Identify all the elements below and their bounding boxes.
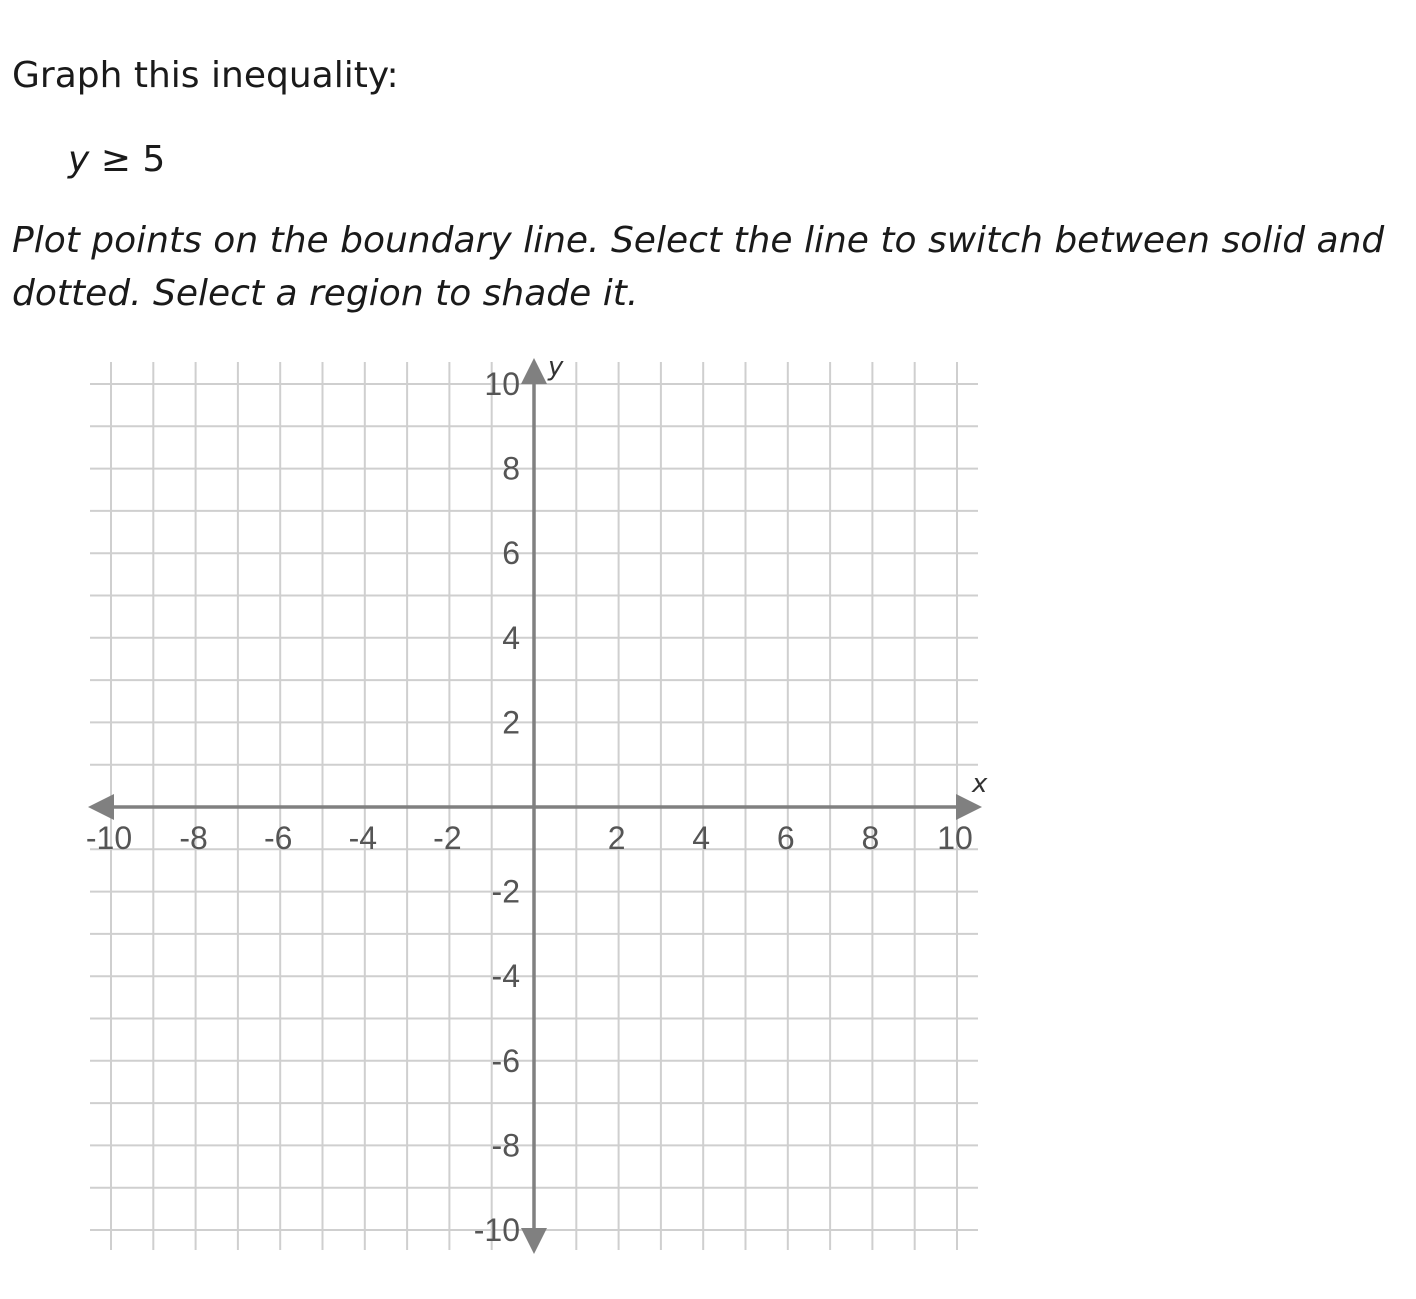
- x-tick-label: 8: [861, 820, 880, 856]
- inequality-variable: y: [68, 139, 90, 180]
- x-tick-label: 2: [607, 820, 626, 856]
- y-axis-name: y: [548, 352, 564, 382]
- y-tick-label: 4: [502, 619, 520, 656]
- x-tick-label: -4: [348, 820, 378, 856]
- x-tick-label: 6: [776, 820, 795, 856]
- y-tick-label: 6: [502, 535, 520, 572]
- instructions-text: Plot points on the boundary line. Select the line to switch between solid and dotted. Select a region to shade it.: [12, 220, 1385, 314]
- axes: [85, 358, 982, 1254]
- y-tick-label: -8: [491, 1127, 520, 1164]
- y-tick-label: 8: [502, 450, 520, 487]
- x-axis-name: x: [972, 769, 988, 799]
- x-axis-left-arrow-icon: [88, 794, 114, 820]
- inequality-operator: ≥: [100, 139, 131, 180]
- x-tick-label: 10: [937, 820, 973, 856]
- inequality-value: 5: [142, 139, 166, 180]
- y-tick-label: -4: [491, 958, 520, 995]
- y-tick-label: 2: [502, 704, 520, 741]
- y-axis-up-arrow-icon: [521, 358, 547, 384]
- y-tick-label: 10: [484, 366, 520, 402]
- x-tick-label: -2: [433, 820, 462, 856]
- y-tick-label: -6: [491, 1042, 520, 1079]
- question-prompt: Graph this inequality:: [12, 55, 399, 96]
- y-tick-label: -10: [473, 1212, 520, 1248]
- y-axis-down-arrow-icon: [521, 1228, 547, 1254]
- x-tick-label: -8: [179, 820, 208, 856]
- y-tick-label: -2: [491, 873, 520, 910]
- x-tick-label: -10: [85, 820, 133, 856]
- x-tick-label: 4: [692, 820, 711, 856]
- x-tick-label: -6: [263, 820, 293, 856]
